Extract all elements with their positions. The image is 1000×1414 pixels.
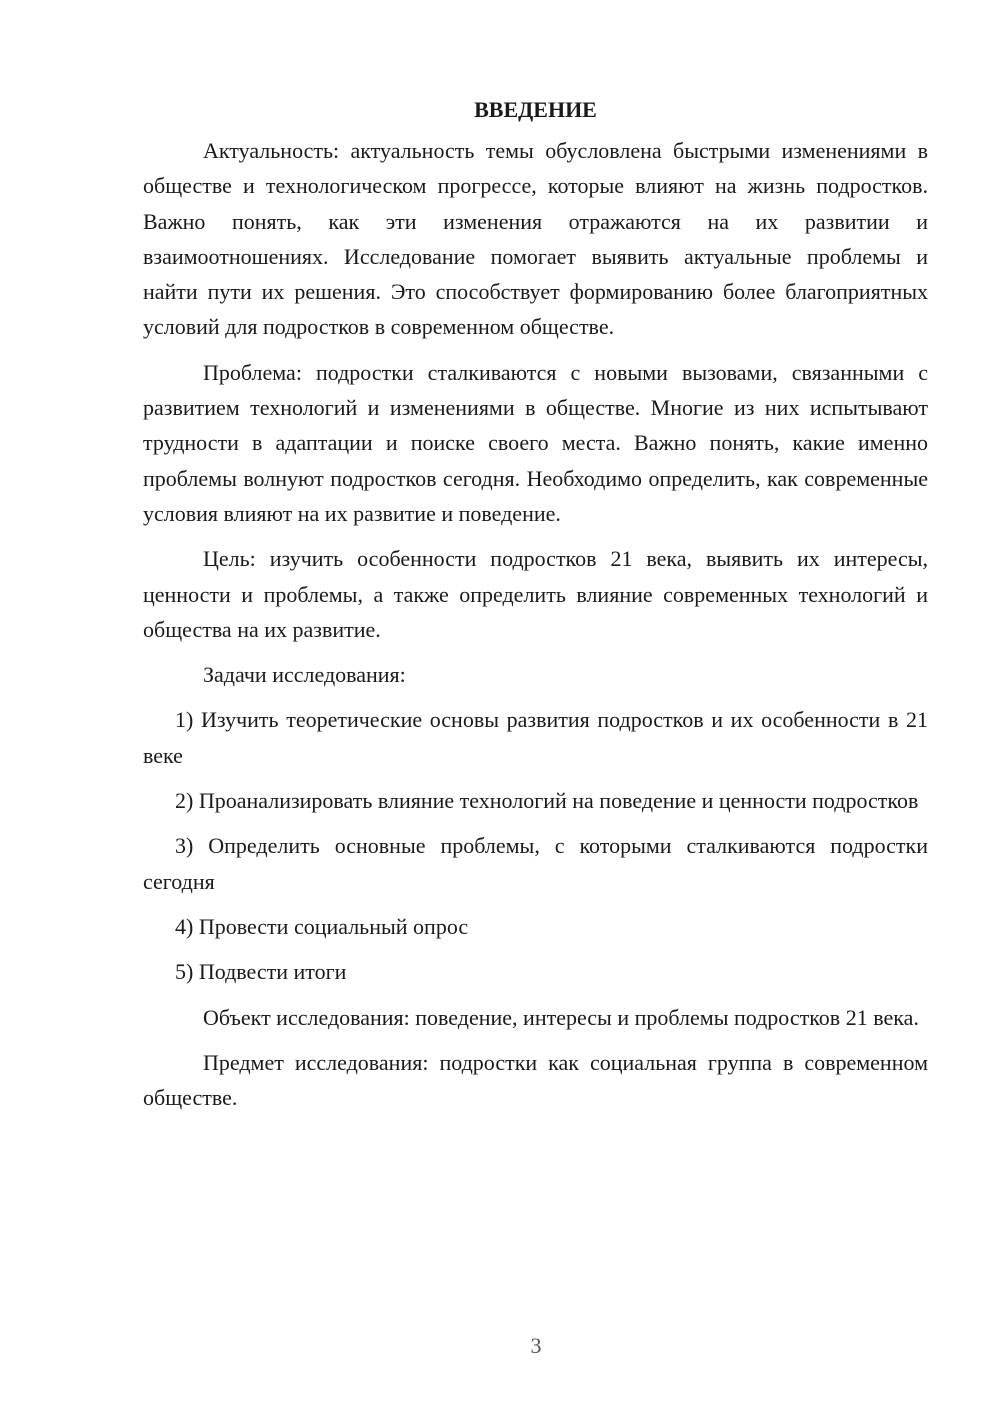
tasks-heading: Задачи исследования: xyxy=(203,662,406,688)
task-item-4: 4) Провести социальный опрос xyxy=(175,913,469,939)
paragraph-goal: Цель: изучить особенности подростков 21 века, выявить их интересы, ценности и проблемы, а также определить влияние современных технологий и общества на их развитие. xyxy=(143,546,928,642)
task-item-3: 3) Определить основные проблемы, с которыми сталкиваются подростки сегодня xyxy=(143,833,928,894)
section-title: ВВЕДЕНИЕ xyxy=(474,97,597,122)
paragraph-relevance: Актуальность: актуальность темы обусловлена быстрыми изменениями в обществе и технологическом прогрессе, которые влияют на жизнь подростков. Важно понять, как эти изменения отражаются на их развитии и взаимоотношениях. Исследование помогает выявить актуальные проблемы и найти пути их решения. Это способствует формированию более благоприятных условий для подростков в современном обществе. xyxy=(143,138,928,340)
paragraph-problem: Проблема: подростки сталкиваются с новыми вызовами, связанными с развитием технологий и изменениями в обществе. Многие из них испытывают трудности в адаптации и поиске своего места. Важно понять, какие именно проблемы волнуют подростков сегодня. Необходимо определить, как современные условия влияют на их развитие и поведение. xyxy=(143,359,928,526)
paragraph-subject: Предмет исследования: подростки как социальная группа в современном обществе. xyxy=(143,1049,928,1111)
page-content xyxy=(143,92,928,1125)
page-number: 3 xyxy=(530,1333,542,1358)
paragraph-object: Объект исследования: поведение, интересы и проблемы подростков 21 века. xyxy=(203,1004,919,1030)
task-item-2: 2) Проанализировать влияние технологий на поведение и ценности подростков xyxy=(175,788,919,814)
task-item-1: 1) Изучить теоретические основы развития подростков и их особенности в 21 веке xyxy=(143,707,928,768)
task-item-5: 5) Подвести итоги xyxy=(175,959,347,985)
